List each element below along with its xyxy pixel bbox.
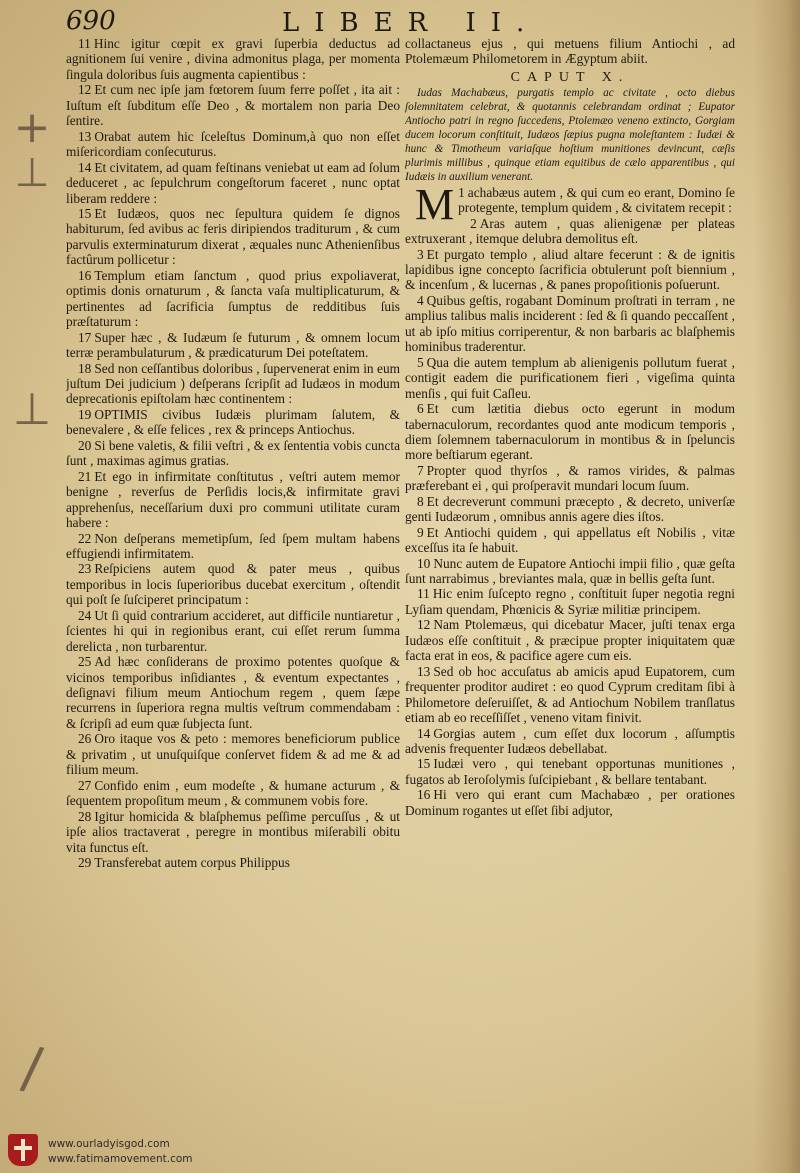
verse-text: Ut ſi quid contrarium accideret, aut difficile nuntiaretur , ſcientes hi qui in regionibus erant, cui eſſet rerum ſumma derelicta , non turbarentur. [66,607,400,654]
book-title: LIBER II. [282,8,540,38]
verse-number: 22 [78,530,92,546]
verse [66,654,400,731]
verse [66,82,400,128]
verse-text: Hi vero qui erant cum Machabæo , per orationes Dominum rogantes ut eſſet ſibi adjutor, [405,787,735,818]
verse-number: 4 [417,292,424,308]
verse [405,355,735,401]
verse-number: 7 [417,462,424,478]
verse-text: Confido enim , eum modeſte , & humane acturum , & ſequentem propoſitum meum , & communem vobis fore. [66,777,400,809]
verse-text: Propter quod thyrſos , & ramos virides, & palmas præferebant ei , qui proſperavit mundari locum ſuum. [405,462,735,494]
verse-number: 12 [78,82,92,98]
footer [8,1132,268,1170]
verse-text: Super hæc , & Iudæum ſe futurum , & omnem locum terræ perambulaturum , & prædicaturum Dei poteſtatem. [66,329,400,361]
verse [405,494,735,525]
verse-text: Et purgato templo , aliud altare fecerunt : & de ignitis lapidibus igne concepto ſacrificia obtulerunt poſt biennium , & incenſum , & lucernas , & panes propoſitionis poſuerunt. [405,246,735,293]
verse-text: Et cum lætitia diebus octo egerunt in modum tabernaculorum, recordantes quod ante modicum temporis , diem ſolemnem tabernaculorum in montibus & in ſpeluncis more beſtiarum egerant. [405,401,735,463]
page-number: 690 [66,6,116,36]
verse [66,778,400,809]
verse-text: Et civitatem, ad quam feſtinans veniebat ut eam ad ſolum deduceret , ac ſepulchrum congeſtorum faceret , nunc optat liberam reddere : [66,159,400,206]
verse-text: Igitur homicida & blaſphemus peſſime percuſſus , & ut ipſe alios tractaverat , peregre in montibus miſerabili obitu vita functus eſt. [66,808,400,855]
verse-text: Hinc igitur cœpit ex gravi ſuperbia deductus ad agnitionem ſui venire , divina admonitus plaga, per momenta ſingula doloribus ſuis augmenta capientibus : [66,36,400,82]
handwritten-cross-mark: + [13,102,51,153]
verse [405,293,735,355]
verse-number: 28 [78,808,92,824]
verse [405,726,735,757]
verse-text: collactaneus ejus , qui metuens filium Antiochi , ad Ptolemæum Philometorem in Ægyptum abiit. [405,36,735,67]
verse-text: Orabat autem hic ſceleſtus Dominum,à quo non eſſet miſericordiam conſecuturus. [66,128,400,160]
verse [405,617,735,663]
verse-number: 10 [417,555,431,571]
verse [66,407,400,438]
left-column [66,36,400,1114]
verse-text: Ad hæc conſiderans de proximo potentes quoſque & vicinos temporibus inſidiantes , & eventum expectantes , deſignavi filium meum Antiochum regem , quem ſæpe recurrens in ſuperiora regna multis veſtrum commendabam : & ſcripſi ad eum quæ ſubjecta ſunt. [66,654,400,731]
chapter-heading: CAPUT X. [510,69,630,85]
verse-number: 9 [417,524,424,540]
page-header [0,6,800,40]
verse [66,268,400,330]
verse-number: 11 [417,586,430,602]
verse [66,438,400,469]
verse-number: 21 [78,468,92,484]
verse [66,129,400,160]
verse-text: Et Antiochi quidem , qui appellatus eſt Nobilis , vitæ exceſſus ita ſe habuit. [405,524,735,556]
footer-url-1: www.ourladyisgod.com [48,1138,170,1150]
handwritten-tee-mark: ⊥ [14,150,50,196]
verse-text: Qua die autem templum ab alienigenis pollutum fuerat , contigit eadem die purificationem fieri , vigeſima quinta menſis , qui fuit Caſleu. [405,354,735,401]
verse-text: Hic enim ſuſcepto regno , conſtituit ſuper negotia regni Lyſiam quendam, Phœnicis & Syriæ militiæ principem. [405,586,735,617]
verse-number: 27 [78,777,92,793]
verse-number: 2 [470,215,477,231]
verse-text: Et Iudæos, quos nec ſepultura quidem ſe dignos habiturum, ſed avibus ac feris diripiendos traditurum , & cum parvulis exterminaturum dixerat , æquales nunc Athenienſibus factûrum pollicetur : [66,205,400,268]
verse-number: 13 [78,128,92,144]
verse-number: 18 [78,360,92,376]
verse-number: 16 [78,267,92,283]
verse-text: Aras autem , quas alienigenæ per plateas extruxerant , itemque delubra demolitus eſt. [405,215,735,247]
verse-number: 16 [417,787,431,803]
chapter-summary: Iudas Machabæus, purgatis templo ac civitate , octo diebus ſolemnitatem celebrat, & quotannis celebrandam ordinat ; Eupator Antiocho patri in regno ſuccedens, Ptolemæo veneno extincto, Gorgiam ducem locorum conſtituit, Iudæos ſæpius pugna moleſtantem : Iudæi & hunc & Timotheum variaſque hoſtium munitiones devincunt, cæſis plurimis millibus , quinque etiam equitibus de cælo apparentibus , qui Iudæis in auxilium venerant. [405,87,735,183]
verse-number: 29 [78,855,92,871]
verse [405,664,735,726]
verse-text: Et decreverunt communi præcepto , & decreto, univerſæ genti Iudæorum , omnibus annis agere dies iſtos. [405,493,735,525]
shield-icon [8,1134,38,1166]
verse-number: 15 [78,205,92,221]
verse-text: Et ego in infirmitate conſtitutus , veſtri autem memor benigne , reverſus de Perſidis locis,& infirmitate gravi apprehenſus, neceſſarium duxi pro communi utilitate curam habere : [66,468,400,531]
verse-text: Et cum nec ipſe jam fœtorem ſuum ferre poſſet , ita ait : Iuſtum eſt ſubditum eſſe Deo , & mortalem non paria Deo ſentire. [66,82,400,129]
page-binding-shadow [754,0,800,1173]
verse [66,608,400,654]
verse-text: Sed ob hoc accuſatus ab amicis apud Eupatorem, cum frequenter proditor audiret : eo quod Cyprum creditam ſibi à Philometore deſeruiſſet, & ad Antiochum Nobilem tranſlatus etiam ab eo receſſiſſet , veneno vitam finivit. [405,663,735,726]
drop-capital: M [415,179,455,229]
verse-number: 1 [458,184,465,200]
footer-url-2: www.fatimamovement.com [48,1153,193,1165]
verse-number: 3 [417,246,424,262]
verse-text: Quibus geſtis, rogabant Dominum proſtrati in terram , ne amplius talibus malis inciderent : ſed & ſi quando peccaſſent , ut ab ipſo mitius corriperentur, & non barbaris ac blaſphemis hominibus traderentur. [405,292,735,355]
verse [405,401,735,463]
verse [405,556,735,587]
verse [66,469,400,531]
handwritten-slash-mark: / [18,1035,46,1102]
verse [66,855,400,870]
verse [405,216,735,247]
verse-text: Non deſperans memetipſum, ſed ſpem multam habens effugiendi infirmitatem. [66,530,400,561]
verse-number: 5 [417,354,424,370]
verse [66,330,400,361]
verse-text: achabæus autem , & qui cum eo erant, Domino ſe protegente, templum quidem , & civitatem recepit : [458,184,735,216]
verse-number: 13 [417,663,431,679]
verse [405,756,735,787]
verse-number: 12 [417,617,431,633]
verse-text: Oro itaque vos & peto : memores beneficiorum publice & privatim , ut unuſquiſque conſervet fidem & ad me & ad filium meum. [66,731,400,778]
first-verse [405,179,735,229]
verse-number: 15 [417,756,431,772]
verse-number: 14 [417,725,431,741]
verse-number: 17 [78,329,92,345]
verse [66,531,400,562]
verse-number: 6 [417,401,424,417]
verse [405,36,735,67]
verse-text: Sed non ceſſantibus doloribus , ſupervenerat enim in eum juſtum Dei judicium ) deſperans ſcripſit ad Iudæos in modum deprecationis epiſtolam hæc continentem : [66,360,400,407]
verse-text: Iudæi vero , qui tenebant opportunas munitiones , fugatos ab Ieroſolymis ſuſcipiebant , & bellare tentabant. [405,756,735,787]
verse [66,361,400,407]
verse-number: 20 [78,437,92,453]
verse-number: 25 [78,654,92,670]
verse [66,731,400,777]
verse [66,561,400,607]
verse [66,160,400,206]
verse-number: 19 [78,406,92,422]
verse-number: 23 [78,561,92,577]
verse-text: Si bene valetis, & filii veſtri , & ex ſententia vobis cuncta ſunt , maximas agimus gratias. [66,437,400,469]
verse-number: 26 [78,731,92,747]
verse-text: Nunc autem de Eupatore Antiochi impii filio , quæ geſta ſunt narrabimus , breviantes mala, quæ in bellis geſta ſunt. [405,555,735,587]
verse-number: 11 [78,36,91,51]
verse-text: Gorgias autem , cum eſſet dux locorum , aſſumptis advenis frequenter Iudæos debellabat. [405,725,735,757]
verse-text: Nam Ptolemæus, qui dicebatur Macer, juſti tenax erga Iudæos eſſe conſtituit , & præcipue propter iniquitatem quæ facta erat in eos, & pacifice agere cum eis. [405,617,735,664]
verse-number: 8 [417,493,424,509]
right-column [405,36,735,1114]
verse [66,206,400,268]
verse [66,36,400,82]
verse [405,787,735,818]
verse [66,809,400,855]
verse [405,525,735,556]
verse [405,586,735,617]
verse-number: 24 [78,607,92,623]
verse-text: Reſpiciens autem quod & pater meus , quibus temporibus in locis ſuperioribus ducebat exercitum , oſtendit qui poſt ſe ſuſciperet principatum : [66,561,400,608]
verse [405,247,735,293]
handwritten-tee-mark-2: ⊥ [12,384,52,435]
verse-number: 14 [78,159,92,175]
verse-text: Templum etiam ſanctum , quod prius expoliaverat, optimis donis ornaturum , & ſancta vaſa multiplicaturum, & pertinentes ad ſacrificia ſumptus de redditibus ſuis præſtaturum : [66,267,400,330]
verse [405,463,735,494]
verse-text: Transferebat autem corpus Philippus [94,855,290,871]
verse-text: OPTIMIS civibus Iudæis plurimam ſalutem, & benevalere , & eſſe felices , rex & princeps Antiochus. [66,406,400,438]
